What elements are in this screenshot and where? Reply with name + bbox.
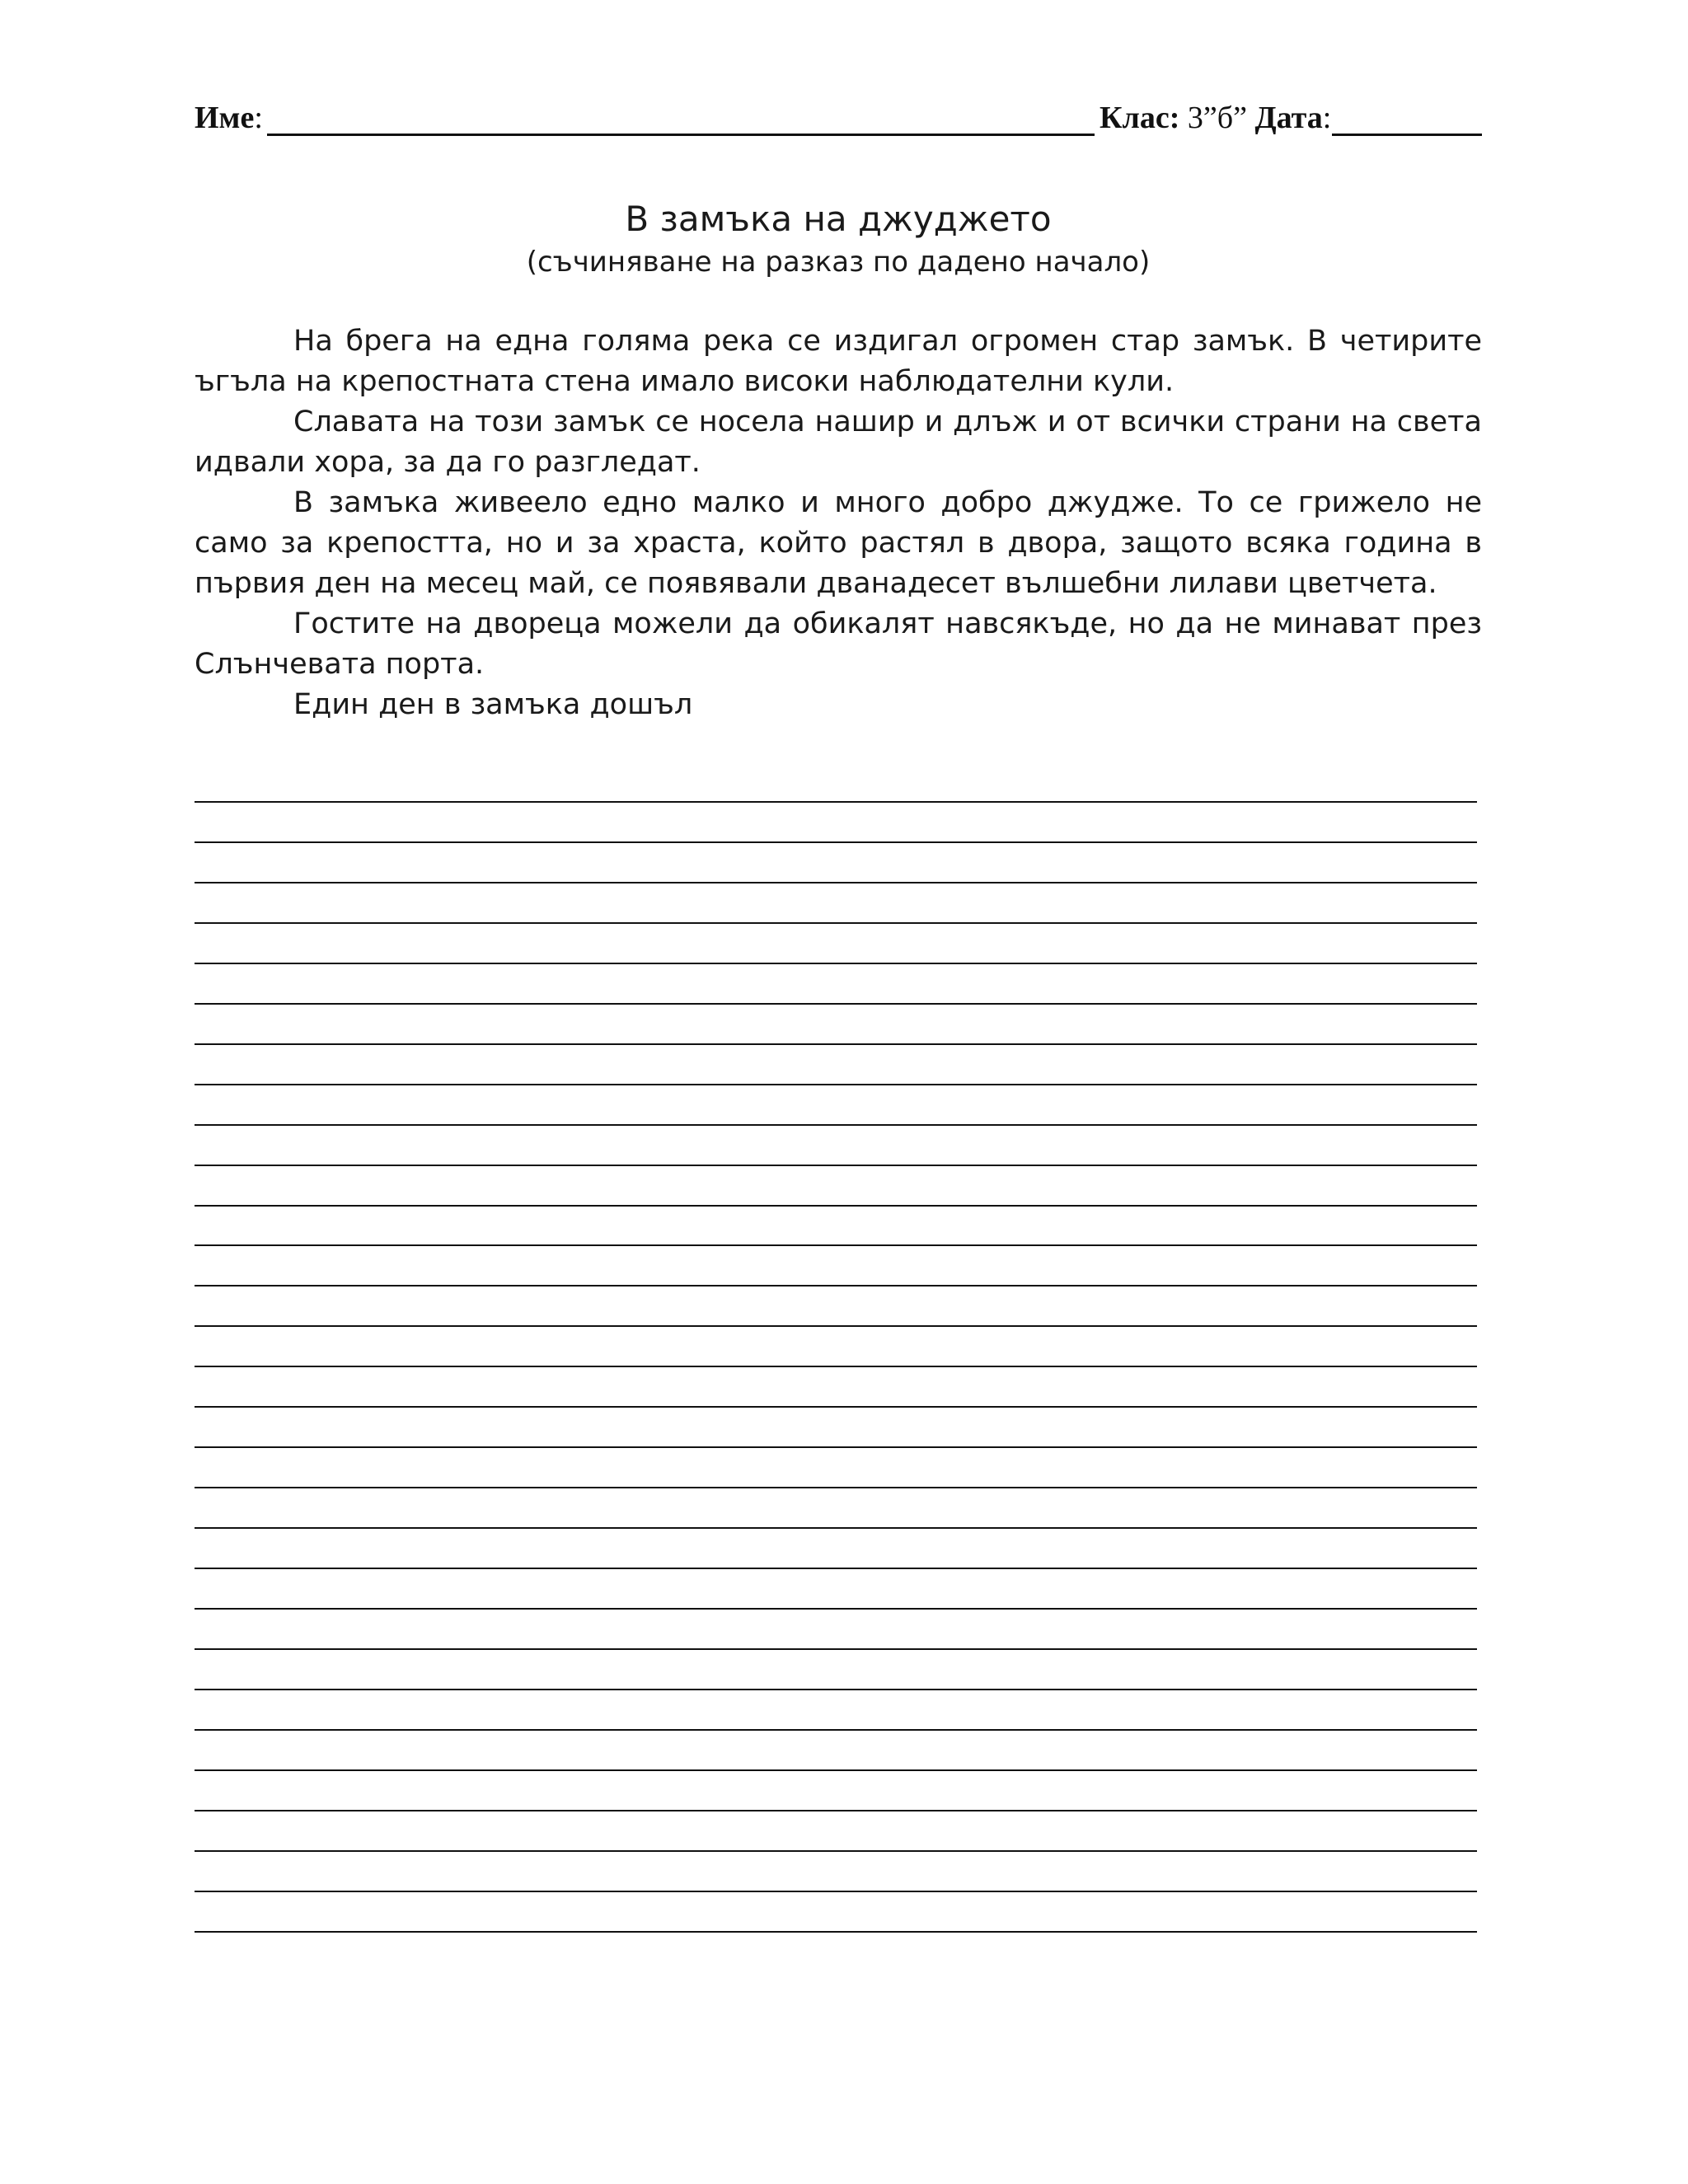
writing-line[interactable]	[195, 1568, 1477, 1569]
date-label: Дата	[1254, 101, 1323, 135]
writing-line[interactable]	[195, 1527, 1477, 1529]
writing-line[interactable]	[195, 801, 1477, 803]
writing-line[interactable]	[195, 1729, 1477, 1731]
writing-line[interactable]	[195, 1810, 1477, 1811]
story-paragraph: Славата на този замък се носела нашир и длъж и от всички страни на света идвали хора, за да го разгледат.	[195, 405, 1482, 479]
story-paragraph: Един ден в замъка дошъл	[293, 688, 693, 721]
writing-line[interactable]	[195, 1003, 1477, 1005]
story-paragraph: Гостите на двореца можели да обикалят навсякъде, но да не минават през Слънчевата порта.	[195, 607, 1482, 681]
story-paragraph: В замъка живеело едно малко и много добро джудже. То се грижело не само за крепостта, но и за храста, който растял в двора, защото всяка година в първия ден на месец май, се появявали дванадесет вълшебни лилави цветчета.	[195, 486, 1482, 600]
writing-area[interactable]	[195, 0, 1477, 2184]
class-value: 3”б”	[1179, 101, 1255, 135]
writing-line[interactable]	[195, 1043, 1477, 1045]
writing-line[interactable]	[195, 1648, 1477, 1650]
story-paragraph: На брега на една голяма река се издигал огромен стар замък. В четирите ъгъла на крепостната стена имало високи наблюдателни кули.	[195, 325, 1482, 398]
writing-line[interactable]	[195, 1689, 1477, 1690]
writing-line[interactable]	[195, 1446, 1477, 1448]
writing-line[interactable]	[195, 1487, 1477, 1488]
writing-line[interactable]	[195, 1325, 1477, 1327]
writing-line[interactable]	[195, 841, 1477, 843]
date-colon: :	[1322, 101, 1332, 135]
writing-line[interactable]	[195, 1084, 1477, 1085]
name-colon: :	[254, 101, 263, 135]
writing-line[interactable]	[195, 1205, 1477, 1207]
writing-line[interactable]	[195, 922, 1477, 924]
writing-line[interactable]	[195, 1931, 1477, 1933]
writing-line[interactable]	[195, 1165, 1477, 1166]
writing-line[interactable]	[195, 1285, 1477, 1286]
class-label: Клас:	[1100, 101, 1180, 135]
writing-line[interactable]	[195, 963, 1477, 964]
writing-line[interactable]	[195, 1850, 1477, 1852]
worksheet-subtitle: (съчиняване на разказ по дадено начало)	[526, 246, 1151, 279]
writing-line[interactable]	[195, 1769, 1477, 1771]
writing-line[interactable]	[195, 1124, 1477, 1126]
writing-line[interactable]	[195, 1891, 1477, 1892]
writing-line[interactable]	[195, 1366, 1477, 1367]
worksheet-title: В замъка на джуджето	[625, 199, 1052, 239]
writing-line[interactable]	[195, 1608, 1477, 1610]
name-label: Име	[195, 101, 255, 135]
writing-line[interactable]	[195, 1406, 1477, 1408]
writing-line[interactable]	[195, 882, 1477, 883]
writing-line[interactable]	[195, 1244, 1477, 1246]
